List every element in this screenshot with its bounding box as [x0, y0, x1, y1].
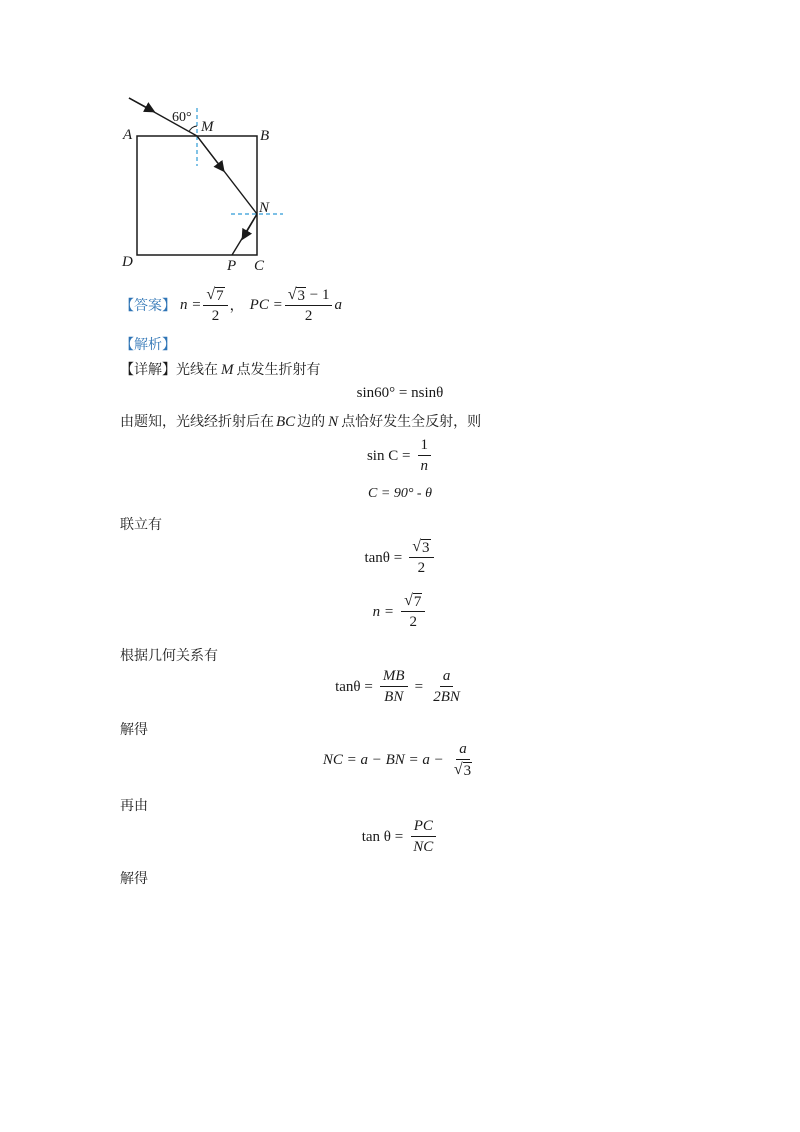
equation-n: [0, 592, 800, 631]
answer-pc-fraction: √ 3 − 1 2: [285, 286, 333, 325]
paragraph-solve-2: 解得: [120, 871, 148, 887]
para2-mid: 边的: [297, 414, 326, 430]
answer-n-num: 7: [216, 287, 224, 304]
angle-arc: [189, 126, 197, 132]
angle-label: 60°: [172, 110, 192, 125]
eq4-fraction: √ 3 2: [409, 538, 433, 577]
eq6-f2-den: 2BN: [433, 689, 460, 705]
label-p: P: [227, 258, 237, 274]
label-c: C: [254, 258, 265, 274]
answer-pc-den: 2: [304, 307, 313, 324]
eq7-num: a: [456, 740, 470, 760]
answer-line: [120, 282, 342, 328]
answer-n-lhs: n =: [180, 296, 202, 313]
paragraph-total-reflection: [120, 411, 481, 431]
geometry-figure: [115, 90, 305, 280]
eq6-f2-num: a: [440, 667, 454, 687]
eq7-fraction: a √ 3: [453, 741, 472, 779]
analysis-tag: 【解析】: [120, 337, 176, 353]
equation-geometry: [0, 667, 800, 706]
paragraph-solve-1: 解得: [120, 722, 148, 738]
eq6-fraction-2: [430, 667, 463, 706]
eq8-fraction: [410, 817, 436, 856]
incident-arrow: [129, 98, 153, 111]
equation-tan-pc-nc: [0, 817, 800, 856]
equation-snell: sin60° = nsinθ: [356, 385, 444, 401]
label-a: A: [123, 127, 133, 143]
reflected-arrow: [243, 214, 257, 238]
para2-n: N: [328, 414, 339, 430]
eq2-fraction: [418, 436, 432, 475]
answer-tag: 【答案】: [120, 298, 176, 314]
eq6-eq: =: [414, 679, 424, 695]
detail-paragraph: [120, 359, 321, 379]
para2-bc: BC: [276, 414, 296, 430]
eq5-num: 7: [413, 594, 422, 610]
equation-c-angle: C = 90° - θ: [368, 486, 432, 501]
answer-pc-num-rest: − 1: [305, 286, 330, 303]
eq7-lhs: NC = a − BN = a −: [322, 752, 444, 768]
eq6-f1-num: MB: [380, 667, 408, 687]
answer-pc-num-root: 3: [297, 287, 305, 304]
eq4-num: 3: [422, 540, 430, 556]
para2-post: 点恰好发生全反射，则: [341, 414, 482, 430]
paragraph-combine: 联立有: [120, 517, 162, 533]
eq2-num: 1: [418, 436, 432, 456]
eq8-den: NC: [413, 839, 434, 855]
answer-sep: ，: [229, 298, 244, 314]
equation-nc: [0, 740, 800, 779]
eq7-den: 3: [463, 763, 472, 779]
refracted-arrow: [197, 136, 223, 170]
label-n: N: [259, 200, 270, 216]
detail-text-pre: 光线在: [176, 362, 218, 378]
paragraph-geometry: 根据几何关系有: [120, 648, 218, 664]
eq6-lhs: tanθ =: [335, 679, 373, 695]
label-d: D: [122, 254, 133, 270]
eq5-lhs: n =: [372, 604, 394, 620]
eq4-lhs: tanθ =: [364, 550, 403, 566]
eq6-f1-den: BN: [384, 689, 404, 705]
para2-pre: 由题知，光线经折射后在: [120, 414, 274, 430]
answer-n-fraction: √ 7 2: [203, 286, 227, 325]
label-m: M: [201, 119, 214, 135]
eq6-fraction-1: [380, 667, 408, 706]
eq2-lhs: sin C =: [366, 448, 411, 464]
detail-text-post: 点发生折射有: [236, 362, 321, 378]
eq5-den: 2: [409, 614, 417, 630]
equation-tan-theta: [0, 538, 800, 577]
detail-tag: 【详解】: [120, 362, 176, 378]
eq2-den: n: [420, 458, 429, 474]
detail-var: M: [221, 362, 234, 378]
answer-n-den: 2: [211, 307, 220, 324]
answer-pc-tail: a: [334, 296, 342, 313]
answer-pc-lhs: PC =: [249, 296, 283, 313]
equation-critical-angle: [0, 436, 800, 475]
eq5-fraction: √ 7 2: [401, 592, 425, 631]
paragraph-again: 再由: [120, 798, 148, 814]
eq8-lhs: tan θ =: [361, 829, 404, 845]
eq8-num: PC: [411, 817, 436, 837]
label-b: B: [260, 128, 270, 144]
eq4-den: 2: [417, 560, 426, 576]
